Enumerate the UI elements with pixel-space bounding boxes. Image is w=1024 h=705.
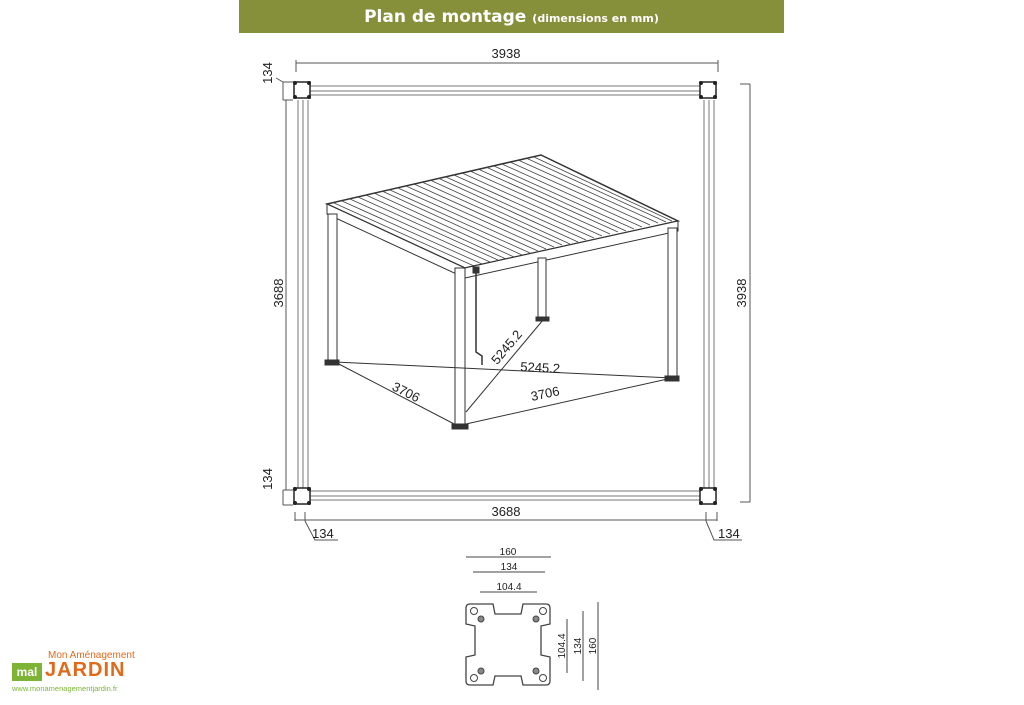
- frame-beams: [298, 86, 714, 500]
- label-plate-width-inner: 104.4: [496, 582, 522, 593]
- logo-tagline: Mon Aménagement: [48, 650, 135, 661]
- label-diagonal-2: 5245.2: [519, 358, 561, 377]
- label-plate-height-inner: 104.4: [557, 633, 568, 659]
- label-bottom-width: 3688: [491, 504, 521, 519]
- logo-mark-icon: mal: [12, 663, 42, 681]
- label-side-front: 3706: [529, 383, 561, 404]
- brand-logo[interactable]: [10, 650, 135, 698]
- label-diagonal-1: 5245.2: [488, 327, 526, 368]
- label-right-height: 3938: [734, 278, 749, 308]
- label-corner-bottom-left: 134: [260, 468, 275, 490]
- page-subtitle: (dimensions en mm): [532, 11, 659, 25]
- base-plate-drawing: [466, 557, 598, 690]
- label-plate-height-outer: 160: [588, 637, 599, 655]
- page-title: Plan de montage: [364, 6, 527, 27]
- label-plate-width-mid: 134: [500, 562, 518, 573]
- label-corner-bottom-right-h: 134: [718, 526, 740, 541]
- dimension-top-width: [296, 60, 718, 72]
- label-plate-width-outer: 160: [499, 547, 517, 558]
- label-plate-height-mid: 134: [573, 637, 584, 655]
- label-side-left: 3706: [389, 378, 423, 406]
- label-top-width: 3938: [491, 46, 521, 61]
- logo-brand: JARDIN: [45, 659, 126, 681]
- logo-url: www.monamenagementjardin.fr: [12, 684, 118, 693]
- label-left-height: 3688: [271, 278, 286, 308]
- label-corner-top-left: 134: [260, 62, 275, 84]
- label-corner-bottom-left-h: 134: [312, 526, 334, 541]
- pergola-perspective: [325, 155, 679, 429]
